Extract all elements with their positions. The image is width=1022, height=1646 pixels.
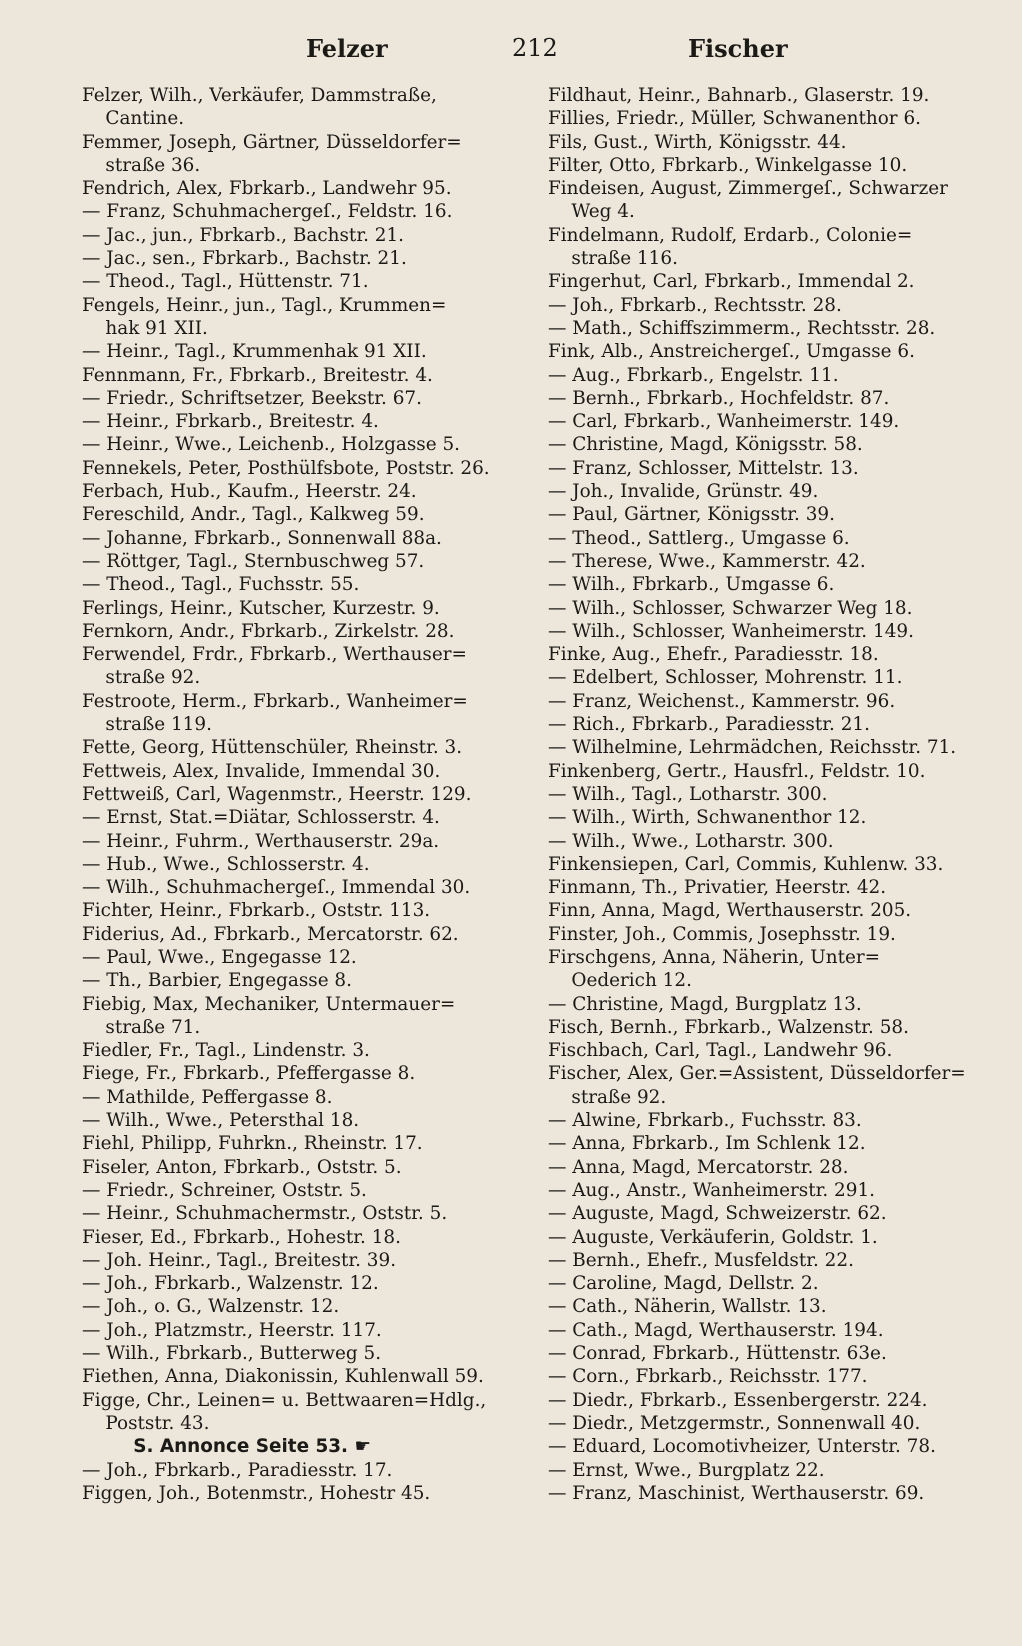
directory-entry-line: — Jac., jun., Fbrkarb., Bachstr. 21.: [82, 224, 405, 246]
directory-entry-line: — Cath., Magd, Werthauserstr. 194.: [548, 1319, 884, 1341]
directory-entry-line: Femmer, Joseph, Gärtner, Düsseldorfer=: [82, 131, 462, 153]
directory-entry-line: — Wilh., Fbrkarb., Umgasse 6.: [548, 574, 835, 596]
directory-entry-line: — Wilh., Wwe., Lotharstr. 300.: [548, 830, 834, 852]
directory-entry-line: Fingerhut, Carl, Fbrkarb., Immendal 2.: [548, 271, 915, 293]
directory-entry-line: — Conrad, Fbrkarb., Hüttenstr. 63e.: [548, 1343, 887, 1365]
directory-entry-line: Fink, Alb., Anstreichergeſ., Umgasse 6.: [548, 341, 915, 363]
directory-entry-line: Finkensiepen, Carl, Commis, Kuhlenw. 33.: [548, 853, 944, 875]
directory-entry-line: Fischbach, Carl, Tagl., Landwehr 96.: [548, 1040, 893, 1062]
directory-entry-line: — Edelbert, Schlosser, Mohrenstr. 11.: [548, 667, 903, 689]
directory-entry-line: — Hub., Wwe., Schlosserstr. 4.: [82, 853, 370, 875]
directory-entry-line: straße 119.: [82, 714, 212, 736]
directory-entry-line: Fettweiß, Carl, Wagenmstr., Heerstr. 129.: [82, 783, 472, 805]
directory-entry-line: — Christine, Magd, Burgplatz 13.: [548, 993, 862, 1015]
directory-entry-line: — Anna, Magd, Mercatorstr. 28.: [548, 1156, 849, 1178]
directory-entry-line: — Jac., sen., Fbrkarb., Bachstr. 21.: [82, 248, 407, 270]
directory-entry-line: Fiethen, Anna, Diakonissin, Kuhlenwall 59.: [82, 1366, 484, 1388]
directory-entry-line: — Wilh., Schlosser, Wanheimerstr. 149.: [548, 620, 914, 642]
directory-entry-line: — Franz, Weichenst., Kammerstr. 96.: [548, 690, 896, 712]
directory-entry-line: Fiseler, Anton, Fbrkarb., Oststr. 5.: [82, 1156, 402, 1178]
directory-entry-line: — Heinr., Fbrkarb., Breitestr. 4.: [82, 411, 379, 433]
directory-entry-line: — Paul, Wwe., Engegasse 12.: [82, 946, 357, 968]
directory-entry-line: — Heinr., Schuhmachermstr., Oststr. 5.: [82, 1203, 448, 1225]
directory-entry-line: — Joh. Heinr., Tagl., Breitestr. 39.: [82, 1249, 397, 1271]
right-column: [548, 84, 978, 1505]
directory-entry-line: — Auguste, Magd, Schweizerstr. 62.: [548, 1203, 887, 1225]
directory-entry-line: — Joh., o. G., Walzenstr. 12.: [82, 1296, 340, 1318]
directory-entry-line: — Theod., Sattlerg., Umgasse 6.: [548, 527, 850, 549]
directory-entry-line: Fisch, Bernh., Fbrkarb., Walzenstr. 58.: [548, 1016, 909, 1038]
directory-entry-line: Finn, Anna, Magd, Werthauserstr. 205.: [548, 900, 912, 922]
directory-entry-line: S. Annonce Seite 53. ☛: [82, 1436, 371, 1458]
directory-entry-line: straße 71.: [82, 1016, 201, 1038]
directory-entry-line: Felzer, Wilh., Verkäufer, Dammstraße,: [82, 85, 437, 106]
directory-entry-line: Weg 4.: [548, 201, 635, 223]
directory-entry-line: straße 92.: [548, 1086, 667, 1108]
directory-entry-line: Figge, Chr., Leinen= u. Bettwaaren=Hdlg.,: [82, 1389, 487, 1411]
directory-entry-line: — Ernst, Wwe., Burgplatz 22.: [548, 1459, 825, 1481]
directory-entry-line: — Cath., Näherin, Wallstr. 13.: [548, 1296, 827, 1318]
directory-entry-line: Fils, Gust., Wirth, Königsstr. 44.: [548, 131, 847, 153]
directory-entry-line: Poststr. 43.: [82, 1412, 210, 1434]
directory-entry-line: Fendrich, Alex, Fbrkarb., Landwehr 95.: [82, 178, 452, 200]
directory-entry-line: Fiedler, Fr., Tagl., Lindenstr. 3.: [82, 1040, 370, 1062]
directory-entry-line: Oederich 12.: [548, 970, 692, 992]
directory-entry-line: Finmann, Th., Privatier, Heerstr. 42.: [548, 877, 887, 899]
directory-entry-line: — Bernh., Fbrkarb., Hochfeldstr. 87.: [548, 387, 890, 409]
directory-entry-line: — Aug., Fbrkarb., Engelstr. 11.: [548, 364, 839, 386]
header-right-keyword: Fischer: [688, 34, 788, 63]
directory-entry-line: Findelmann, Rudolf, Erdarb., Colonie=: [548, 224, 913, 246]
directory-entry-line: — Paul, Gärtner, Königsstr. 39.: [548, 504, 835, 526]
directory-entry-line: Figgen, Joh., Botenmstr., Hohestr 45.: [82, 1482, 431, 1504]
directory-entry-line: — Diedr., Fbrkarb., Essenbergerstr. 224.: [548, 1389, 928, 1411]
directory-entry-line: Fernkorn, Andr., Fbrkarb., Zirkelstr. 28.: [82, 620, 455, 642]
directory-entry-line: straße 36.: [82, 154, 201, 176]
directory-entry-line: Firschgens, Anna, Näherin, Unter=: [548, 946, 881, 968]
directory-entry-line: Fiebig, Max, Mechaniker, Untermauer=: [82, 993, 456, 1015]
directory-entry-line: Fiderius, Ad., Fbrkarb., Mercatorstr. 62.: [82, 923, 459, 945]
directory-entry-line: Finkenberg, Gertr., Hausfrl., Feldstr. 10.: [548, 760, 926, 782]
directory-entry-line: — Joh., Platzmstr., Heerstr. 117.: [82, 1319, 382, 1341]
directory-entry-line: — Eduard, Locomotivheizer, Unterstr. 78.: [548, 1436, 936, 1458]
page-header: [80, 34, 982, 74]
directory-entry-line: — Theod., Tagl., Hüttenstr. 71.: [82, 271, 369, 293]
directory-entry-line: — Heinr., Wwe., Leichenb., Holzgasse 5.: [82, 434, 460, 456]
directory-entry-line: — Joh., Fbrkarb., Walzenstr. 12.: [82, 1273, 379, 1295]
directory-entry-line: — Christine, Magd, Königsstr. 58.: [548, 434, 863, 456]
directory-entry-line: — Röttger, Tagl., Sternbuschweg 57.: [82, 550, 425, 572]
page-number: 212: [512, 34, 558, 62]
directory-entry-line: Fettweis, Alex, Invalide, Immendal 30.: [82, 760, 441, 782]
directory-entry-line: — Diedr., Metzgermstr., Sonnenwall 40.: [548, 1412, 921, 1434]
directory-entry-line: straße 116.: [548, 248, 678, 270]
directory-entry-line: Fillies, Friedr., Müller, Schwanenthor 6.: [548, 108, 921, 130]
directory-entry-line: Ferlings, Heinr., Kutscher, Kurzestr. 9.: [82, 597, 440, 619]
directory-entry-line: — Wilh., Tagl., Lotharstr. 300.: [548, 783, 828, 805]
header-left-keyword: Felzer: [306, 34, 388, 63]
directory-entry-line: Filter, Otto, Fbrkarb., Winkelgasse 10.: [548, 154, 908, 176]
directory-entry-line: — Wilh., Fbrkarb., Butterweg 5.: [82, 1343, 382, 1365]
directory-entry-line: — Caroline, Magd, Dellstr. 2.: [548, 1273, 819, 1295]
directory-entry-line: — Wilh., Wirth, Schwanenthor 12.: [548, 807, 867, 829]
directory-entry-line: — Math., Schiffszimmerm., Rechtsstr. 28.: [548, 317, 936, 339]
directory-entry-line: — Wilh., Schuhmachergeſ., Immendal 30.: [82, 877, 471, 899]
directory-entry-line: Ferwendel, Frdr., Fbrkarb., Werthauser=: [82, 644, 467, 666]
directory-entry-line: — Joh., Invalide, Grünstr. 49.: [548, 481, 819, 503]
directory-entry-line: Cantine.: [82, 108, 185, 130]
directory-entry-line: — Therese, Wwe., Kammerstr. 42.: [548, 550, 866, 572]
directory-entry-line: straße 92.: [82, 667, 201, 689]
directory-entry-line: — Corn., Fbrkarb., Reichsstr. 177.: [548, 1366, 868, 1388]
directory-entry-line: Fiehl, Philipp, Fuhrkn., Rheinstr. 17.: [82, 1133, 423, 1155]
directory-entry-line: Fennmann, Fr., Fbrkarb., Breitestr. 4.: [82, 364, 433, 386]
directory-entry-line: — Bernh., Ehefr., Musfeldstr. 22.: [548, 1249, 854, 1271]
directory-entry-line: — Aug., Anstr., Wanheimerstr. 291.: [548, 1179, 876, 1201]
directory-entry-line: — Ernst, Stat.=Diätar, Schlosserstr. 4.: [82, 807, 440, 829]
directory-entry-line: — Anna, Fbrkarb., Im Schlenk 12.: [548, 1133, 866, 1155]
directory-entry-line: — Heinr., Tagl., Krummenhak 91 XII.: [82, 341, 427, 363]
directory-entry-line: Fichter, Heinr., Fbrkarb., Oststr. 113.: [82, 900, 431, 922]
directory-entry-line: — Wilhelmine, Lehrmädchen, Reichsstr. 71.: [548, 737, 957, 759]
directory-entry-line: — Franz, Schlosser, Mittelstr. 13.: [548, 457, 859, 479]
directory-entry-line: Findeisen, August, Zimmergeſ., Schwarzer: [548, 178, 948, 200]
directory-entry-line: hak 91 XII.: [82, 317, 208, 339]
directory-entry-line: — Rich., Fbrkarb., Paradiesstr. 21.: [548, 714, 870, 736]
directory-entry-line: — Theod., Tagl., Fuchsstr. 55.: [82, 574, 360, 596]
directory-entry-line: — Wilh., Wwe., Petersthal 18.: [82, 1110, 360, 1132]
directory-entry-line: Fette, Georg, Hüttenschüler, Rheinstr. 3.: [82, 737, 463, 759]
directory-entry-line: — Friedr., Schreiner, Oststr. 5.: [82, 1179, 367, 1201]
directory-entry-line: — Johanne, Fbrkarb., Sonnenwall 88a.: [82, 527, 442, 549]
directory-entry-line: — Wilh., Schlosser, Schwarzer Weg 18.: [548, 597, 913, 619]
directory-entry-line: Festroote, Herm., Fbrkarb., Wanheimer=: [82, 690, 468, 712]
directory-entry-line: Fengels, Heinr., jun., Tagl., Krummen=: [82, 294, 447, 316]
directory-entry-line: Finke, Aug., Ehefr., Paradiesstr. 18.: [548, 644, 879, 666]
directory-entry-line: — Mathilde, Peffergasse 8.: [82, 1086, 333, 1108]
directory-entry-line: Fischer, Alex, Ger.=Assistent, Düsseldorfer=: [548, 1063, 966, 1085]
directory-entry-line: — Auguste, Verkäuferin, Goldstr. 1.: [548, 1226, 878, 1248]
directory-entry-line: — Th., Barbier, Engegasse 8.: [82, 970, 352, 992]
directory-entry-line: — Heinr., Fuhrm., Werthauserstr. 29a.: [82, 830, 440, 852]
directory-entry-line: — Joh., Fbrkarb., Paradiesstr. 17.: [82, 1459, 393, 1481]
directory-entry-line: — Joh., Fbrkarb., Rechtsstr. 28.: [548, 294, 842, 316]
directory-entry-line: — Franz, Maschinist, Werthauserstr. 69.: [548, 1482, 925, 1504]
directory-entry-line: Fieser, Ed., Fbrkarb., Hohestr. 18.: [82, 1226, 401, 1248]
directory-entry-line: — Friedr., Schriftsetzer, Beekstr. 67.: [82, 387, 422, 409]
directory-entry-line: Fiege, Fr., Fbrkarb., Pfeffergasse 8.: [82, 1063, 416, 1085]
left-column: [82, 84, 512, 1505]
directory-entry-line: Ferbach, Hub., Kaufm., Heerstr. 24.: [82, 481, 417, 503]
directory-entry-line: Finster, Joh., Commis, Josephsstr. 19.: [548, 923, 896, 945]
directory-entry-line: — Alwine, Fbrkarb., Fuchsstr. 83.: [548, 1110, 862, 1132]
directory-entry-line: — Carl, Fbrkarb., Wanheimerstr. 149.: [548, 411, 900, 433]
directory-entry-line: Fennekels, Peter, Posthülfsbote, Poststr. 26.: [82, 457, 490, 479]
directory-entry-line: Fildhaut, Heinr., Bahnarb., Glaserstr. 19.: [548, 85, 930, 106]
directory-entry-line: — Franz, Schuhmachergeſ., Feldstr. 16.: [82, 201, 453, 223]
directory-entry-line: Fereschild, Andr., Tagl., Kalkweg 59.: [82, 504, 425, 526]
